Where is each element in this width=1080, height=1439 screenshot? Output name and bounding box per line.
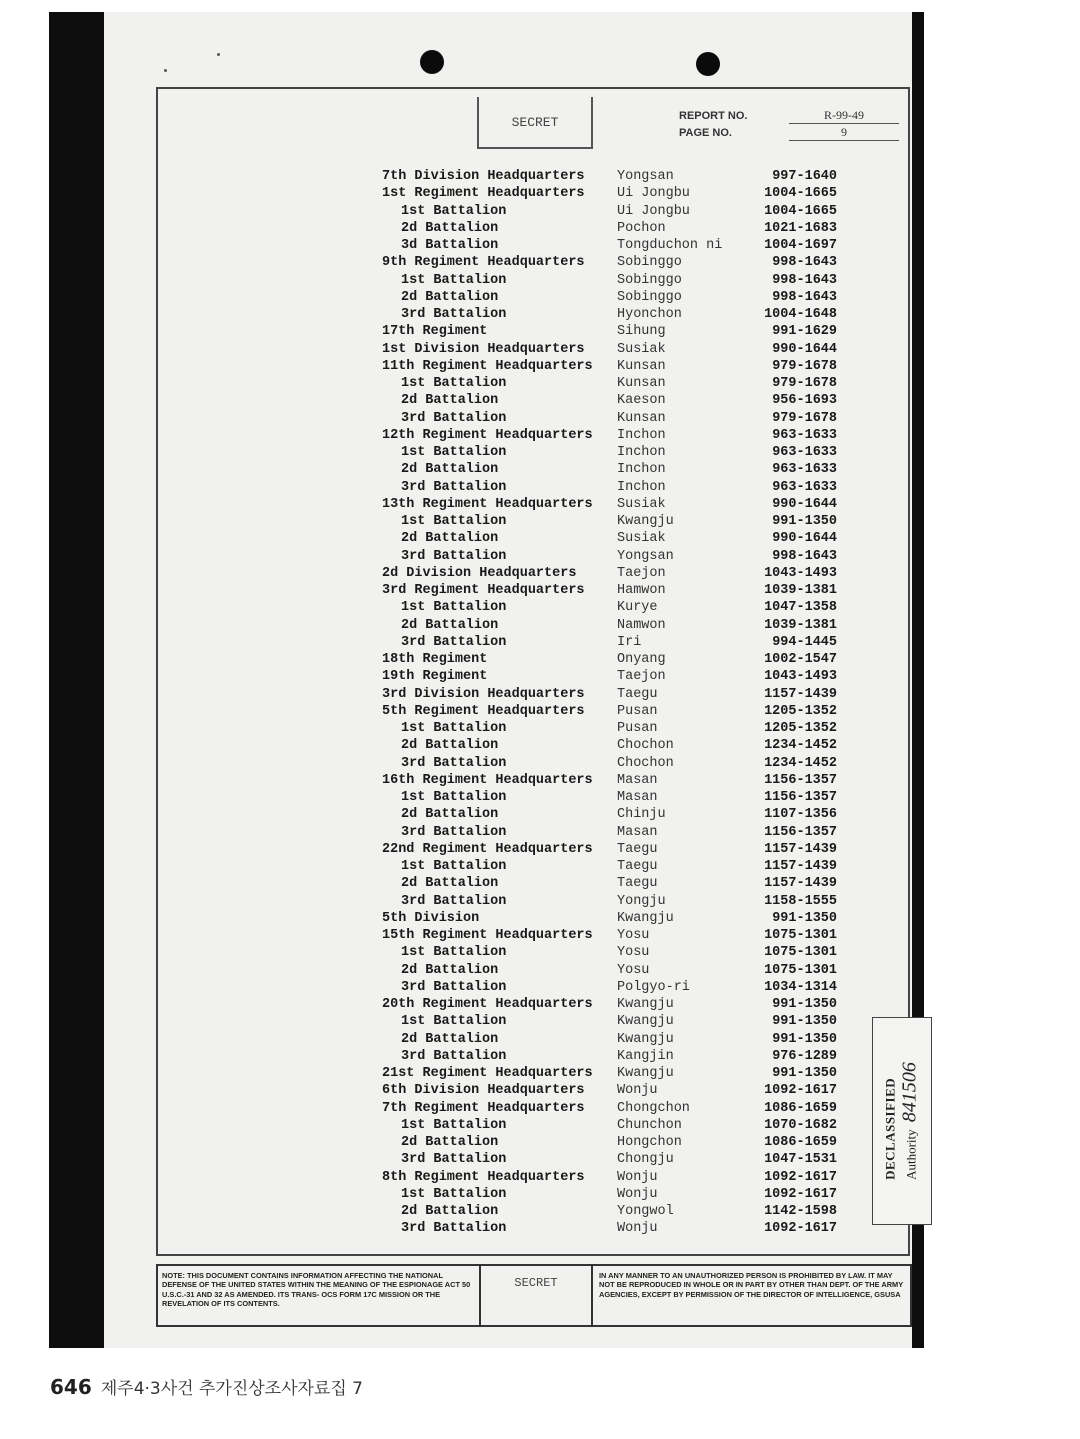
grid-coordinate: 1004-1665 [764, 203, 837, 219]
grid-coordinate: 991-1350 [772, 1031, 837, 1047]
unit-location: Yongsan [617, 548, 674, 564]
table-row [104, 669, 912, 686]
unit-location: Chongchon [617, 1100, 690, 1116]
unit-name: 3rd Battalion [401, 1152, 507, 1168]
unit-name: 6th Division Headquarters [382, 1083, 585, 1099]
table-row [104, 497, 912, 514]
unit-location: Yosu [617, 962, 650, 978]
unit-location: Wonju [617, 1083, 658, 1099]
unit-location: Chochon [617, 755, 674, 771]
unit-name: 2d Battalion [401, 289, 499, 305]
table-row [104, 393, 912, 410]
unit-name: 18th Regiment [382, 652, 488, 667]
unit-location: Pochon [617, 220, 666, 236]
grid-coordinate: 991-1350 [772, 997, 837, 1012]
unit-location: Chongju [617, 1152, 674, 1168]
unit-name: 22nd Regiment Headquarters [382, 841, 593, 857]
unit-location: Taejon [617, 565, 666, 581]
unit-name: 1st Battalion [401, 445, 507, 460]
table-row [104, 480, 912, 497]
unit-name: 2d Battalion [401, 393, 499, 409]
unit-location: Yosu [617, 945, 650, 961]
document-paper [104, 12, 921, 1348]
unit-name: 1st Regiment Headquarters [382, 186, 585, 202]
grid-coordinate: 1142-1598 [764, 1204, 837, 1219]
grid-coordinate: 1205-1352 [764, 721, 837, 736]
unit-location: Onyang [617, 652, 666, 667]
table-row [104, 721, 912, 738]
unit-name: 7th Regiment Headquarters [382, 1100, 585, 1116]
table-row [104, 376, 912, 393]
unit-name: 1st Battalion [401, 600, 507, 616]
grid-coordinate: 1086-1659 [764, 1135, 837, 1150]
unit-location: Sobinggo [617, 272, 682, 288]
table-row [104, 1101, 912, 1118]
grid-coordinate: 1158-1555 [764, 893, 837, 909]
grid-coordinate: 1107-1356 [764, 807, 837, 823]
table-row [104, 997, 912, 1014]
grid-coordinate: 1004-1697 [764, 238, 837, 253]
grid-coordinate: 1234-1452 [764, 755, 837, 771]
unit-name: 1st Battalion [401, 790, 507, 805]
grid-coordinate: 1092-1617 [764, 1186, 837, 1202]
unit-name: 1st Battalion [401, 859, 507, 874]
unit-name: 20th Regiment Headquarters [382, 997, 593, 1012]
table-row [104, 652, 912, 669]
grid-coordinate: 976-1289 [772, 1048, 837, 1064]
table-row [104, 618, 912, 635]
unit-location: Susiak [617, 531, 666, 547]
unit-location: Chochon [617, 738, 674, 754]
grid-coordinate: 1157-1439 [764, 841, 837, 857]
unit-name: 5th Regiment Headquarters [382, 703, 585, 719]
unit-location: Sobinggo [617, 255, 682, 271]
speck [164, 69, 167, 72]
unit-name: 2d Battalion [401, 220, 499, 236]
unit-name: 1st Battalion [401, 376, 507, 391]
unit-location: Kangjin [617, 1048, 674, 1064]
table-row [104, 635, 912, 652]
table-row [104, 324, 912, 341]
unit-location: Sobinggo [617, 289, 682, 305]
table-row [104, 445, 912, 462]
unit-name: 3rd Battalion [401, 1048, 507, 1064]
authority-label: Authority [903, 1129, 919, 1180]
grid-coordinate: 991-1350 [772, 1014, 837, 1030]
grid-coordinate: 994-1445 [772, 634, 837, 650]
unit-location: Hyonchon [617, 307, 682, 322]
unit-location: Ui Jongbu [617, 203, 690, 219]
table-row [104, 859, 912, 876]
grid-coordinate: 991-1629 [772, 324, 837, 340]
unit-location: Namwon [617, 617, 666, 633]
table-row [104, 531, 912, 548]
table-row [104, 549, 912, 566]
grid-coordinate: 1156-1357 [764, 824, 837, 840]
grid-coordinate: 1092-1617 [764, 1169, 837, 1185]
unit-location: Taegu [617, 841, 658, 857]
table-row [104, 169, 912, 186]
unit-location: Iri [617, 634, 642, 650]
table-row [104, 1152, 912, 1169]
unit-name: 3rd Battalion [401, 824, 507, 840]
grid-coordinate: 1039-1381 [764, 583, 837, 598]
unit-name: 2d Battalion [401, 876, 499, 892]
grid-coordinate: 1075-1301 [764, 962, 837, 978]
grid-coordinate: 1156-1357 [764, 790, 837, 805]
unit-location: Hamwon [617, 583, 666, 598]
unit-name: 7th Division Headquarters [382, 169, 585, 184]
table-row [104, 1032, 912, 1049]
speck [217, 53, 220, 56]
unit-location: Kwangju [617, 514, 674, 529]
authority-number: 841506 [898, 1062, 921, 1123]
table-row [104, 411, 912, 428]
grid-coordinate: 1157-1439 [764, 876, 837, 892]
report-no-label: REPORT NO. [679, 110, 748, 122]
unit-location: Polgyo-ri [617, 979, 690, 995]
grid-coordinate: 997-1640 [772, 169, 837, 184]
unit-location: Pusan [617, 703, 658, 719]
scanned-document [49, 12, 924, 1348]
unit-name: 9th Regiment Headquarters [382, 255, 585, 271]
unit-location: Ui Jongbu [617, 186, 690, 202]
unit-name: 2d Battalion [401, 962, 499, 978]
unit-name: 2d Battalion [401, 807, 499, 823]
unit-name: 3rd Division Headquarters [382, 686, 585, 702]
unit-name: 1st Battalion [401, 272, 507, 288]
unit-location: Sihung [617, 324, 666, 340]
footer-classification: SECRET [481, 1266, 593, 1325]
grid-coordinate: 1157-1439 [764, 859, 837, 874]
grid-coordinate: 963-1633 [772, 427, 837, 443]
table-row [104, 583, 912, 600]
table-row [104, 238, 912, 255]
grid-coordinate: 1039-1381 [764, 617, 837, 633]
table-row [104, 738, 912, 755]
unit-location: Yongju [617, 893, 666, 909]
grid-coordinate: 1004-1665 [764, 186, 837, 202]
unit-name: 1st Battalion [401, 1186, 507, 1202]
unit-location: Yosu [617, 928, 650, 943]
book-page-number: 646 [50, 1375, 92, 1399]
table-row [104, 963, 912, 980]
unit-location: Inchon [617, 462, 666, 478]
unit-name: 1st Battalion [401, 203, 507, 219]
grid-coordinate: 1205-1352 [764, 703, 837, 719]
grid-coordinate: 1043-1493 [764, 565, 837, 581]
grid-coordinate: 1047-1531 [764, 1152, 837, 1168]
unit-name: 3rd Regiment Headquarters [382, 583, 585, 598]
unit-name: 3rd Battalion [401, 479, 507, 495]
unit-location: Kwangju [617, 1066, 674, 1081]
classification-box [477, 97, 593, 149]
unit-location: Susiak [617, 341, 666, 357]
unit-name: 2d Battalion [401, 738, 499, 754]
unit-name: 2d Division Headquarters [382, 565, 577, 581]
grid-coordinate: 1092-1617 [764, 1221, 837, 1237]
grid-coordinate: 979-1678 [772, 358, 837, 374]
table-row [104, 307, 912, 324]
unit-location: Kwangju [617, 997, 674, 1012]
unit-name: 21st Regiment Headquarters [382, 1066, 593, 1081]
unit-location: Kwangju [617, 1031, 674, 1047]
grid-coordinate: 991-1350 [772, 910, 837, 926]
document-footer [156, 1264, 912, 1327]
unit-location: Wonju [617, 1221, 658, 1237]
unit-location: Wonju [617, 1169, 658, 1185]
grid-coordinate: 1086-1659 [764, 1100, 837, 1116]
unit-location: Kunsan [617, 358, 666, 374]
grid-coordinate: 1002-1547 [764, 652, 837, 667]
table-row [104, 894, 912, 911]
unit-name: 1st Battalion [401, 945, 507, 961]
grid-coordinate: 1157-1439 [764, 686, 837, 702]
unit-location: Kaeson [617, 393, 666, 409]
unit-name: 1st Battalion [401, 721, 507, 736]
unit-location: Masan [617, 772, 658, 788]
unit-name: 2d Battalion [401, 1031, 499, 1047]
unit-location: Kwangju [617, 910, 674, 926]
table-row [104, 342, 912, 359]
table-row [104, 704, 912, 721]
unit-location: Taegu [617, 686, 658, 702]
declassified-label: DECLASSIFIED [882, 1077, 898, 1180]
grid-coordinate: 1234-1452 [764, 738, 837, 754]
grid-coordinate: 1043-1493 [764, 669, 837, 685]
unit-name: 3rd Battalion [401, 307, 507, 322]
unit-location: Susiak [617, 496, 666, 512]
table-row [104, 876, 912, 893]
table-row [104, 1083, 912, 1100]
grid-coordinate: 1075-1301 [764, 945, 837, 961]
grid-coordinate: 963-1633 [772, 462, 837, 478]
table-row [104, 1118, 912, 1135]
unit-name: 17th Regiment [382, 324, 488, 340]
grid-coordinate: 1092-1617 [764, 1083, 837, 1099]
unit-location: Hongchon [617, 1135, 682, 1150]
book-title: 제주4·3사건 추가진상조사자료집 7 [100, 1379, 363, 1399]
unit-location: Kwangju [617, 1014, 674, 1030]
table-row [104, 204, 912, 221]
unit-name: 3rd Battalion [401, 893, 507, 909]
unit-name: 1st Division Headquarters [382, 341, 585, 357]
unit-name: 11th Regiment Headquarters [382, 358, 593, 374]
unit-location: Tongduchon ni [617, 238, 723, 253]
book-caption [50, 1374, 363, 1399]
page-no-value: 9 [789, 125, 899, 141]
unit-name: 2d Battalion [401, 462, 499, 478]
unit-name: 1st Battalion [401, 1117, 507, 1133]
classification-label: SECRET [511, 115, 559, 130]
unit-location: Kunsan [617, 376, 666, 391]
unit-name: 3rd Battalion [401, 755, 507, 771]
grid-coordinate: 1034-1314 [764, 979, 837, 995]
unit-location: Kunsan [617, 410, 666, 426]
unit-location: Wonju [617, 1186, 658, 1202]
table-row [104, 773, 912, 790]
punch-hole-left [420, 50, 444, 74]
unit-name: 16th Regiment Headquarters [382, 772, 593, 788]
table-row [104, 1066, 912, 1083]
table-row [104, 600, 912, 617]
declassified-stamp [872, 1017, 932, 1225]
table-row [104, 428, 912, 445]
grid-coordinate: 956-1693 [772, 393, 837, 409]
report-info [679, 108, 909, 142]
unit-location: Taegu [617, 876, 658, 892]
unit-name: 1st Battalion [401, 514, 507, 529]
grid-coordinate: 963-1633 [772, 479, 837, 495]
grid-coordinate: 990-1644 [772, 496, 837, 512]
table-row [104, 928, 912, 945]
unit-location: Taegu [617, 859, 658, 874]
table-row [104, 1135, 912, 1152]
table-row [104, 1221, 912, 1238]
grid-coordinate: 998-1643 [772, 255, 837, 271]
unit-name: 2d Battalion [401, 531, 499, 547]
unit-location: Kurye [617, 600, 658, 616]
grid-coordinate: 991-1350 [772, 1066, 837, 1081]
unit-name: 3d Battalion [401, 238, 499, 253]
unit-name: 1st Battalion [401, 1014, 507, 1030]
table-row [104, 1014, 912, 1031]
grid-coordinate: 1075-1301 [764, 928, 837, 943]
footer-warning: IN ANY MANNER TO AN UNAUTHORIZED PERSON IS PROHIBITED BY LAW. IT MAY NOT BE REPRODUCED IN WHOLE OR IN PART BY OTHER THAN DEPT. OF THE ARMY AGENCIES, EXCEPT BY PERMISSION OF THE DIRECTOR OF INTELLIGENCE, GSUSA [599, 1271, 903, 1299]
table-row [104, 255, 912, 272]
unit-name: 5th Division [382, 910, 480, 926]
unit-name: 3rd Battalion [401, 634, 507, 650]
grid-coordinate: 990-1644 [772, 341, 837, 357]
table-row [104, 825, 912, 842]
unit-name: 19th Regiment [382, 669, 488, 685]
table-row [104, 566, 912, 583]
unit-name: 8th Regiment Headquarters [382, 1169, 585, 1185]
unit-location: Pusan [617, 721, 658, 736]
unit-name: 15th Regiment Headquarters [382, 928, 593, 943]
table-row [104, 273, 912, 290]
table-row [104, 1204, 912, 1221]
table-row [104, 980, 912, 997]
grid-coordinate: 990-1644 [772, 531, 837, 547]
unit-location: Yongsan [617, 169, 674, 184]
unit-location: Taejon [617, 669, 666, 685]
table-row [104, 911, 912, 928]
unit-location: Inchon [617, 445, 666, 460]
table-row [104, 945, 912, 962]
table-row [104, 462, 912, 479]
unit-location: Inchon [617, 427, 666, 443]
grid-coordinate: 1047-1358 [764, 600, 837, 616]
grid-coordinate: 1004-1648 [764, 307, 837, 322]
unit-name: 2d Battalion [401, 617, 499, 633]
unit-location: Yongwol [617, 1204, 674, 1219]
table-row [104, 186, 912, 203]
unit-location-table [104, 169, 912, 1239]
unit-name: 3rd Battalion [401, 410, 507, 426]
grid-coordinate: 998-1643 [772, 289, 837, 305]
unit-location: Chinju [617, 807, 666, 823]
unit-name: 3rd Battalion [401, 548, 507, 564]
table-row [104, 1170, 912, 1187]
unit-name: 12th Regiment Headquarters [382, 427, 593, 443]
table-row [104, 1049, 912, 1066]
unit-name: 3rd Battalion [401, 979, 507, 995]
table-row [104, 807, 912, 824]
unit-location: Chunchon [617, 1117, 682, 1133]
table-row [104, 790, 912, 807]
table-row [104, 290, 912, 307]
table-row [104, 1187, 912, 1204]
grid-coordinate: 979-1678 [772, 410, 837, 426]
grid-coordinate: 1156-1357 [764, 772, 837, 788]
unit-location: Masan [617, 824, 658, 840]
report-no-value: R-99-49 [789, 108, 899, 124]
grid-coordinate: 998-1643 [772, 272, 837, 288]
unit-name: 2d Battalion [401, 1204, 499, 1219]
table-row [104, 687, 912, 704]
grid-coordinate: 1070-1682 [764, 1117, 837, 1133]
page-no-label: PAGE NO. [679, 127, 732, 139]
table-row [104, 756, 912, 773]
unit-name: 2d Battalion [401, 1135, 499, 1150]
table-row [104, 514, 912, 531]
grid-coordinate: 991-1350 [772, 514, 837, 529]
grid-coordinate: 998-1643 [772, 548, 837, 564]
table-row [104, 842, 912, 859]
unit-name: 3rd Battalion [401, 1221, 507, 1237]
footer-note: NOTE: THIS DOCUMENT CONTAINS INFORMATION AFFECTING THE NATIONAL DEFENSE OF THE UNITED STATES WITHIN THE MEANING OF THE ESPIONAGE ACT 50 U.S.C.-31 AND 32 AS AMENDED. ITS TRANS- OCS FORM 17C MISSION OR THE REVELATION OF ITS CONTENTS. [158, 1266, 481, 1325]
table-row [104, 359, 912, 376]
punch-hole-right [696, 52, 720, 76]
table-row [104, 221, 912, 238]
unit-location: Inchon [617, 479, 666, 495]
grid-coordinate: 1021-1683 [764, 220, 837, 236]
unit-name: 13th Regiment Headquarters [382, 496, 593, 512]
grid-coordinate: 963-1633 [772, 445, 837, 460]
grid-coordinate: 979-1678 [772, 376, 837, 391]
unit-location: Masan [617, 790, 658, 805]
